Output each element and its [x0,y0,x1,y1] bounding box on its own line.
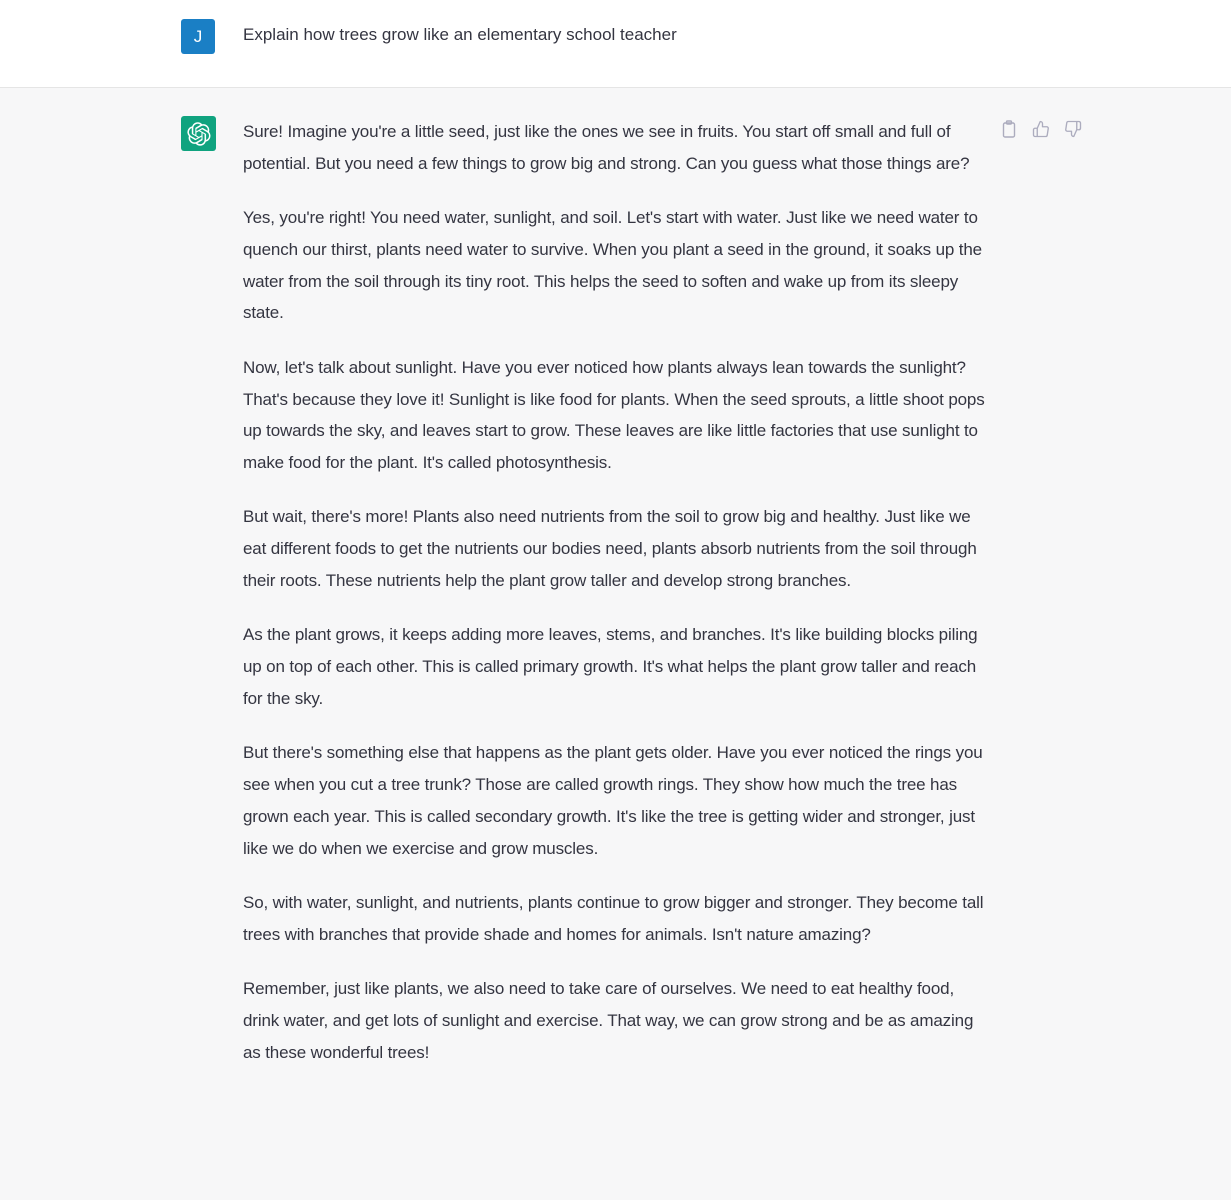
thumbs-up-button[interactable] [1030,118,1052,140]
reply-paragraph: Sure! Imagine you're a little seed, just like the ones we see in fruits. You start off small and full of potential. But you need a few things to grow big and strong. Can you guess what those things are? [243,122,970,173]
reply-paragraph: But there's something else that happens as the plant gets older. Have you ever noticed the rings you see when you cut a tree trunk? Those are called growth rings. They show how much the tree has grown each year. This is called secondary growth. It's like the tree is getting wider and stronger, just like we do when we exercise and grow muscles. [243,743,983,858]
reply-paragraph: Now, let's talk about sunlight. Have you ever noticed how plants always lean towards the sunlight? That's because they love it! Sunlight is like food for plants. When the seed sprouts, a little shoot pops up towards the sky, and leaves start to grow. These leaves are like little factories that use sunlight to make food for the plant. It's called photosynthesis. [243,357,985,473]
thumbs-up-icon [1032,120,1050,138]
reply-paragraph: But wait, there's more! Plants also need nutrients from the soil to grow big and healthy. Just like we eat different foods to get the nutrients our bodies need, plants absorb nutrients from the soil through their roots. These nutrients help the plant grow taller and develop strong branches. [243,507,977,591]
reply-paragraph: Remember, just like plants, we also need to take care of ourselves. We need to eat healthy food, drink water, and get lots of sunlight and exercise. That way, we can grow strong and be as amazing as these wonderful trees! [243,979,974,1062]
openai-logo-icon [187,122,211,146]
reply-paragraph: As the plant grows, it keeps adding more leaves, stems, and branches. It's like building blocks piling up on top of each other. This is called primary growth. It's what helps the plant grow taller and reach for the sky. [243,625,978,708]
assistant-reply [243,116,985,1091]
user-message-text: Explain how trees grow like an elementary school teacher [243,25,677,44]
reply-paragraph: Yes, you're right! You need water, sunlight, and soil. Let's start with water. Just like we need water to quench our thirst, plants need water to survive. When you plant a seed in the ground, it soaks up the water from the soil through its tiny root. This helps the seed to soften and wake up from its sleepy state. [243,208,982,323]
thumbs-down-icon [1064,120,1082,138]
copy-button[interactable] [998,118,1020,140]
user-avatar: J [181,19,215,54]
user-message-row [0,0,1231,88]
assistant-message-row [0,88,1231,1200]
thumbs-down-button[interactable] [1062,118,1084,140]
message-actions [998,118,1084,140]
assistant-avatar [181,116,216,151]
copy-icon [1001,120,1017,138]
reply-paragraph: So, with water, sunlight, and nutrients, plants continue to grow bigger and stronger. They become tall trees with branches that provide shade and homes for animals. Isn't nature amazing? [243,892,984,944]
